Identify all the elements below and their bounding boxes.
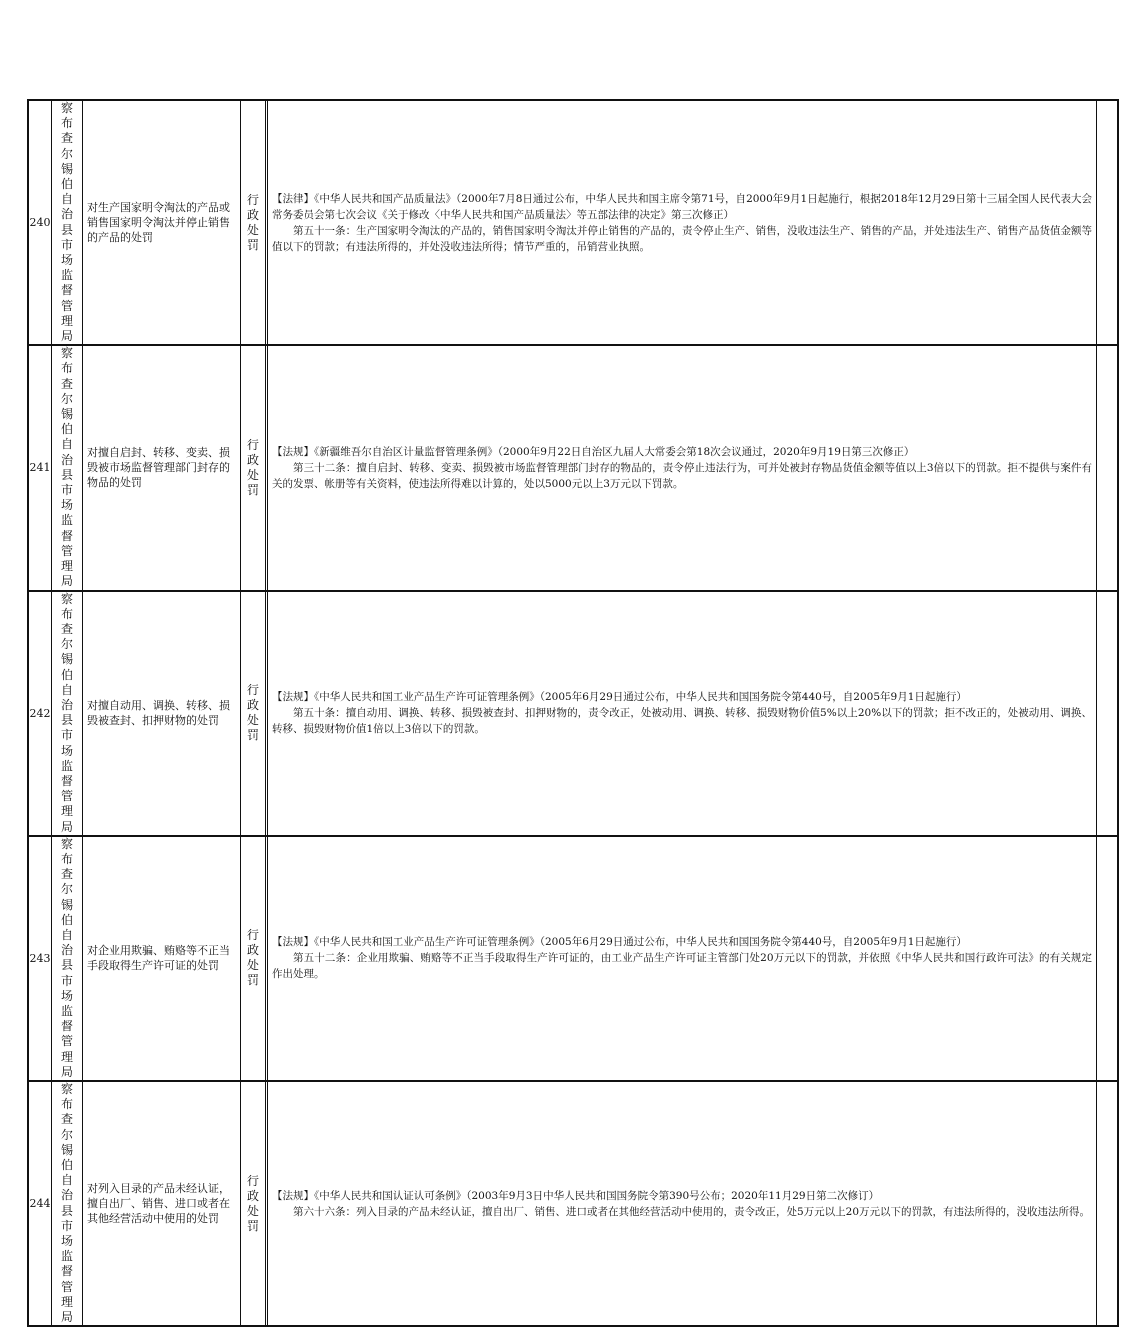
penalty-type: 行政处罚 bbox=[246, 192, 259, 252]
type-cell bbox=[241, 100, 266, 345]
legal-basis-article: 第六十六条：列入目录的产品未经认证，擅自出厂、销售、进口或者在其他经营活动中使用的，责令改正，处5万元以上20万元以下的罚款，有违法所得的，没收违法所得。 bbox=[293, 1205, 1091, 1218]
penalty-table bbox=[27, 99, 1119, 1327]
table-row bbox=[28, 1081, 1118, 1326]
legal-basis-article: 第五十二条：企业用欺骗、贿赂等不正当手段取得生产许可证的，由工业产品生产许可证主管部门处20万元以下的罚款，并依照《中华人民共和国行政许可法》的有关规定作出处理。 bbox=[272, 952, 1092, 981]
table-row bbox=[28, 836, 1118, 1081]
type-cell bbox=[241, 591, 266, 836]
legal-basis bbox=[268, 100, 1097, 345]
penalty-type: 行政处罚 bbox=[246, 437, 259, 497]
table-row bbox=[28, 345, 1118, 590]
type-cell bbox=[241, 1081, 266, 1326]
legal-basis-article: 第三十二条：擅自启封、转移、变卖、损毁被市场监督管理部门封存的物品的，责令停止违法行为，可并处被封存物品货值金额等值以上3倍以下的罚款。拒不提供与案件有关的发票、帐册等有关资料，使违法所得难以计算的，处以5000元以上3万元以下罚款。 bbox=[272, 461, 1092, 490]
department-cell bbox=[52, 1081, 83, 1326]
remarks-cell bbox=[1097, 1081, 1119, 1326]
item-name: 对生产国家明令淘汰的产品或销售国家明令淘汰并停止销售的产品的处罚 bbox=[83, 100, 241, 345]
department-cell bbox=[52, 591, 83, 836]
legal-basis-article: 第五十条：擅自动用、调换、转移、损毁被查封、扣押财物的，责令改正，处被动用、调换、转移、损毁财物价值5%以上20%以下的罚款；拒不改正的，处被动用、调换、转移、损毁财物价值1倍以上3倍以下的罚款。 bbox=[272, 707, 1092, 736]
legal-basis bbox=[268, 591, 1097, 836]
table-row bbox=[28, 591, 1118, 836]
department-name: 察布查尔锡伯自治县市场监督管理局 bbox=[60, 836, 73, 1079]
row-number: 241 bbox=[28, 345, 52, 590]
row-number: 244 bbox=[28, 1081, 52, 1326]
penalty-type: 行政处罚 bbox=[246, 1173, 259, 1233]
item-name: 对擅自启封、转移、变卖、损毁被市场监督管理部门封存的物品的处罚 bbox=[83, 345, 241, 590]
legal-basis bbox=[268, 1081, 1097, 1326]
legal-basis bbox=[268, 345, 1097, 590]
legal-basis-source: 【法律】《中华人民共和国产品质量法》（2000年7月8日通过公布，中华人民共和国主席令第71号，自2000年9月1日起施行，根据2018年12月29日第十三届全国人民代表大会常务委员会第七次会议《关于修改〈中华人民共和国产品质量法〉等五部法律的决定》第三次修正） bbox=[272, 192, 1092, 221]
department-name: 察布查尔锡伯自治县市场监督管理局 bbox=[60, 591, 73, 834]
remarks-cell bbox=[1097, 345, 1119, 590]
row-number: 240 bbox=[28, 100, 52, 345]
legal-basis bbox=[268, 836, 1097, 1081]
type-cell bbox=[241, 345, 266, 590]
department-name: 察布查尔锡伯自治县市场监督管理局 bbox=[60, 101, 73, 344]
legal-basis-source: 【法规】《中华人民共和国工业产品生产许可证管理条例》（2005年6月29日通过公布，中华人民共和国国务院令第440号，自2005年9月1日起施行） bbox=[272, 691, 967, 704]
penalty-type: 行政处罚 bbox=[246, 928, 259, 988]
department-cell bbox=[52, 345, 83, 590]
department-cell bbox=[52, 100, 83, 345]
table-row bbox=[28, 100, 1118, 345]
type-cell bbox=[241, 836, 266, 1081]
remarks-cell bbox=[1097, 100, 1119, 345]
legal-basis-source: 【法规】《中华人民共和国认证认可条例》（2003年9月3日中华人民共和国国务院令第390号公布；2020年11月29日第二次修订） bbox=[272, 1189, 880, 1202]
legal-basis-article: 第五十一条：生产国家明令淘汰的产品的，销售国家明令淘汰并停止销售的产品的，责令停止生产、销售，没收违法生产、销售的产品，并处违法生产、销售产品货值金额等值以下的罚款；有违法所得的，并处没收违法所得；情节严重的，吊销营业执照。 bbox=[272, 224, 1092, 253]
row-number: 242 bbox=[28, 591, 52, 836]
legal-basis-source: 【法规】《中华人民共和国工业产品生产许可证管理条例》（2005年6月29日通过公布，中华人民共和国国务院令第440号，自2005年9月1日起施行） bbox=[272, 936, 967, 949]
remarks-cell bbox=[1097, 591, 1119, 836]
department-cell bbox=[52, 836, 83, 1081]
item-name: 对擅自动用、调换、转移、损毁被查封、扣押财物的处罚 bbox=[83, 591, 241, 836]
item-name: 对列入目录的产品未经认证，擅自出厂、销售、进口或者在其他经营活动中使用的处罚 bbox=[83, 1081, 241, 1326]
remarks-cell bbox=[1097, 836, 1119, 1081]
item-name: 对企业用欺骗、贿赂等不正当手段取得生产许可证的处罚 bbox=[83, 836, 241, 1081]
legal-basis-source: 【法规】《新疆维吾尔自治区计量监督管理条例》（2000年9月22日自治区九届人大常委会第18次会议通过，2020年9月19日第三次修正） bbox=[272, 445, 915, 458]
department-name: 察布查尔锡伯自治县市场监督管理局 bbox=[60, 1082, 73, 1325]
department-name: 察布查尔锡伯自治县市场监督管理局 bbox=[60, 346, 73, 589]
row-number: 243 bbox=[28, 836, 52, 1081]
penalty-type: 行政处罚 bbox=[246, 683, 259, 743]
